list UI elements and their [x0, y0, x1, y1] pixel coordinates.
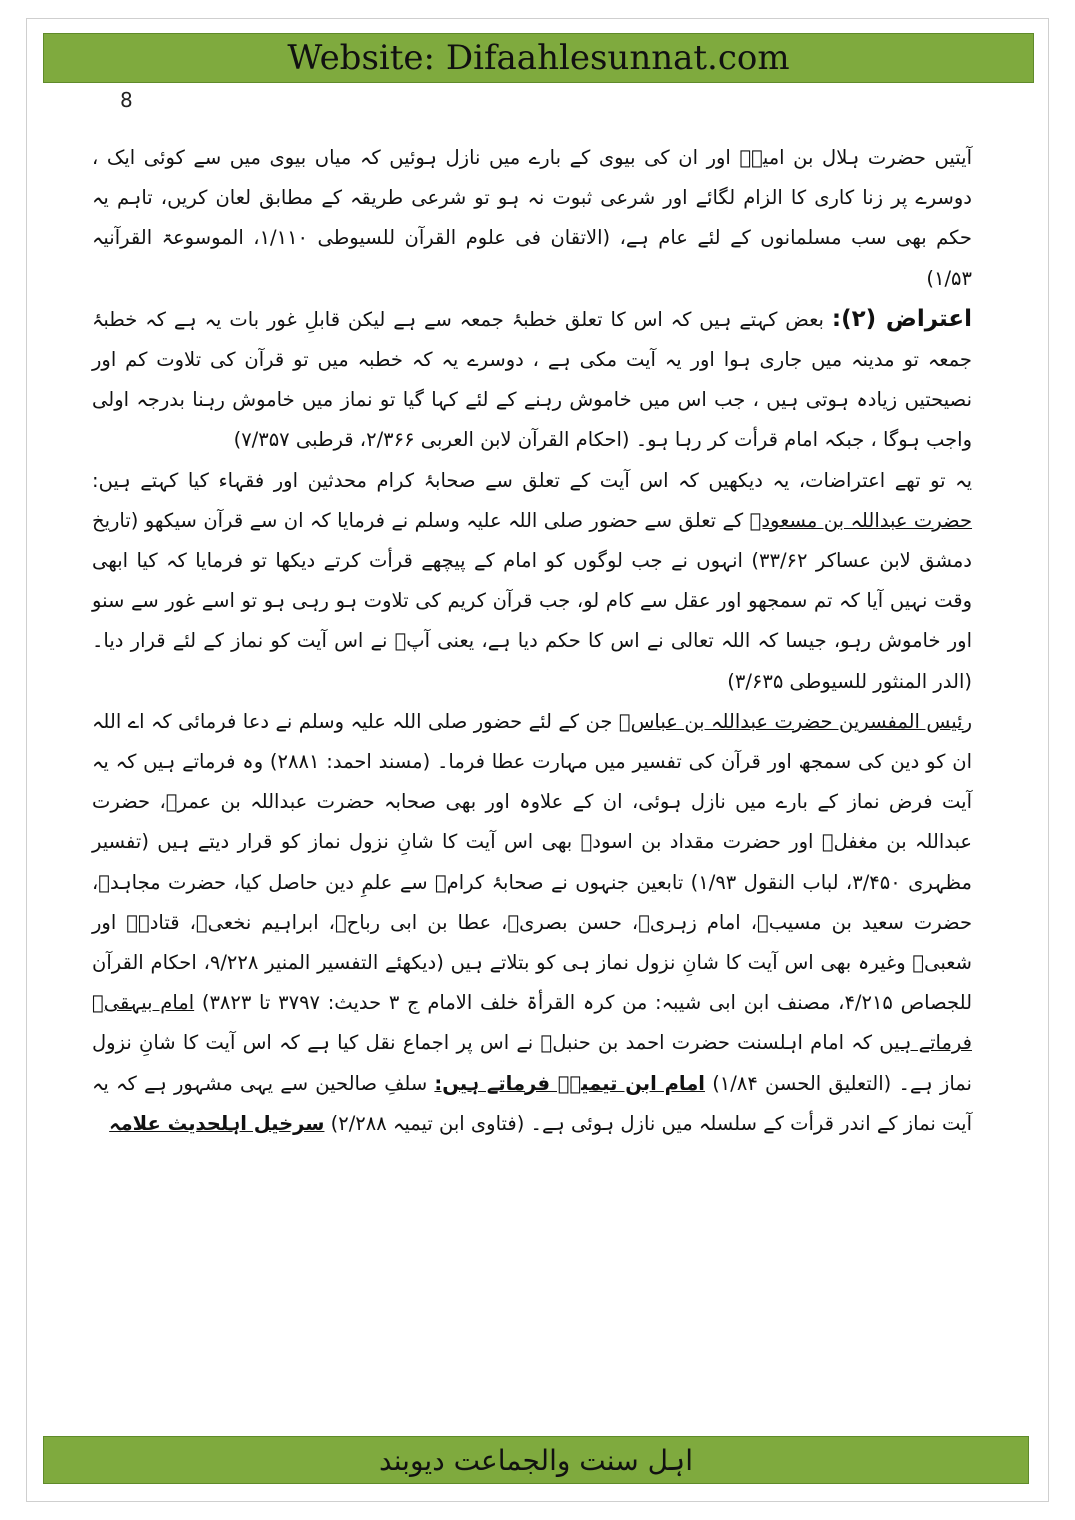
article-body [92, 138, 972, 1144]
page-number: 8 [120, 88, 133, 112]
bayhaqi-quote: امام بیہقیؒ فرماتے ہیں [92, 991, 972, 1055]
website-title: Website: Difaahlesunnat.com [287, 38, 790, 78]
paragraph-4-ijma: کہ امام اہلسنت حضرت احمد بن حنبلؒ نے اس پر اجماع نقل کیا ہے کہ اس آیت کا شانِ نزول نماز ہے۔ (التعلیق الحسن ۱/۸۴) [92, 1031, 972, 1095]
ibn-taymiyya-quote: امام ابن تیمیہؒ فرماتے ہیں: [434, 1071, 705, 1095]
header-banner [43, 33, 1034, 83]
name-ibn-masud: حضرت عبداللہ بن مسعودؓ [749, 508, 973, 532]
paragraph-4-end: سرخیل اہلحدیث علامہ [109, 1111, 325, 1135]
name-ibn-abbas: رئیس المفسرین حضرت عبداللہ بن عباسؓ [618, 709, 973, 733]
paragraph-3-intro: یہ تو تھے اعتراضات، یہ دیکھیں کہ اس آیت کے تعلق سے صحابۂ کرام محدثین اور فقہاء کیا کہتے ہیں: [92, 468, 972, 492]
paragraph-4 [92, 702, 972, 1144]
footer-banner [43, 1436, 1029, 1484]
objection-heading: اعتراض (۲): [831, 305, 973, 332]
paragraph-3-text: کے تعلق سے حضور صلی اللہ علیہ وسلم نے فرمایا کہ ان سے قرآن سیکھو (تاریخ دمشق لابن عساکر ۳۳/۶۲) انہوں نے جب لوگوں کو امام کے پیچھے قرأت کرتے دیکھا تو فرمایا کہ کیا ابھی وقت نہیں آیا کہ تم سمجھو اور عقل سے کام لو، جب قرآن کریم کی تلاوت ہو رہی ہو تو اسے غور سے سنو اور خاموش رہو، جیسا کہ اللہ تعالی نے اس کا حکم دیا ہے، یعنی آپؓ نے اس آیت کو نماز کے لئے قرار دیا۔ (الدر المنثور للسیوطی ۳/۶۳۵) [92, 508, 972, 693]
paragraph-4-text: جن کے لئے حضور صلی اللہ علیہ وسلم نے دعا فرمائی کہ اے اللہ ان کو دین کی سمجھ اور قرآن کی تفسیر میں مہارت عطا فرما۔ (مسند احمد: ۲۸۸۱) وہ فرماتے ہیں کہ یہ آیت فرض نماز کے بارے میں نازل ہوئی، ان کے علاوہ اور بھی صحابہ حضرت عبداللہ بن عمرؓ، حضرت عبداللہ بن مغفلؓ اور حضرت مقداد بن اسودؓ بھی اس آیت کا شانِ نزول نماز کو قرار دیتے ہیں (تفسیر مظہری ۳/۴۵۰، لباب النقول ۱/۹۳) تابعین جنہوں نے صحابۂ کرامؓ سے علمِ دین حاصل کیا، حضرت مجاہدؒ، حضرت سعید بن مسیبؒ، امام زہریؒ، حسن بصریؒ، عطا بن ابی رباحؒ، ابراہیم نخعیؒ، قتادہؒ اور شعبیؒ وغیرہ بھی اس آیت کا شانِ نزول نماز ہی کو بتلاتے ہیں (دیکھئے التفسیر المنیر ۹/۲۲۸، احکام القرآن للجصاص ۴/۲۱۵، مصنف ابن ابی شیبہ: من کرہ القرأۃ خلف الامام ج ۳ حدیث: ۳۷۹۷ تا ۳۸۲۳) [92, 709, 973, 1015]
paragraph-1: آیتیں حضرت ہلال بن امیہؓ اور ان کی بیوی کے بارے میں نازل ہوئیں کہ میاں بیوی میں سے کوئی ایک ، دوسرے پر زنا کاری کا الزام لگائے اور شرعی ثبوت نہ ہو تو شرعی طریقہ کے مطابق لعان کریں، تاہم یہ حکم بھی سب مسلمانوں کے لئے عام ہے، (الاتقان فی علوم القرآن للسیوطی ۱/۱۱۰، الموسوعۃ القرآنیہ ۱/۵۳) [92, 146, 972, 290]
paragraph-3 [92, 461, 972, 702]
paragraph-2 [92, 299, 972, 461]
footer-text: اہل سنت والجماعت دیوبند [379, 1443, 693, 1477]
paragraph-4-salaf: سلفِ صالحین سے یہی مشہور ہے کہ یہ آیت نماز کے اندر قرأت کے سلسلہ میں نازل ہوئی ہے۔ (فتاوی ابن تیمیہ ۲/۲۸۸) [92, 1071, 972, 1135]
objection-text: بعض کہتے ہیں کہ اس کا تعلق خطبۂ جمعہ سے ہے لیکن قابلِ غور بات یہ ہے کہ خطبۂ جمعہ تو مدینہ میں جاری ہوا اور یہ آیت مکی ہے ، دوسرے یہ کہ خطبہ میں تو قرآن کی تلاوت کم اور نصیحتیں زیادہ ہوتی ہیں ، جب اس میں خاموش رہنے کے لئے کہا گیا تو نماز میں خاموش رہنا بدرجہ اولی واجب ہوگا ، جبکہ امام قرأت کر رہا ہو۔ (احکام القرآن لابن العربی ۲/۳۶۶، قرطبی ۷/۳۵۷) [92, 307, 972, 452]
